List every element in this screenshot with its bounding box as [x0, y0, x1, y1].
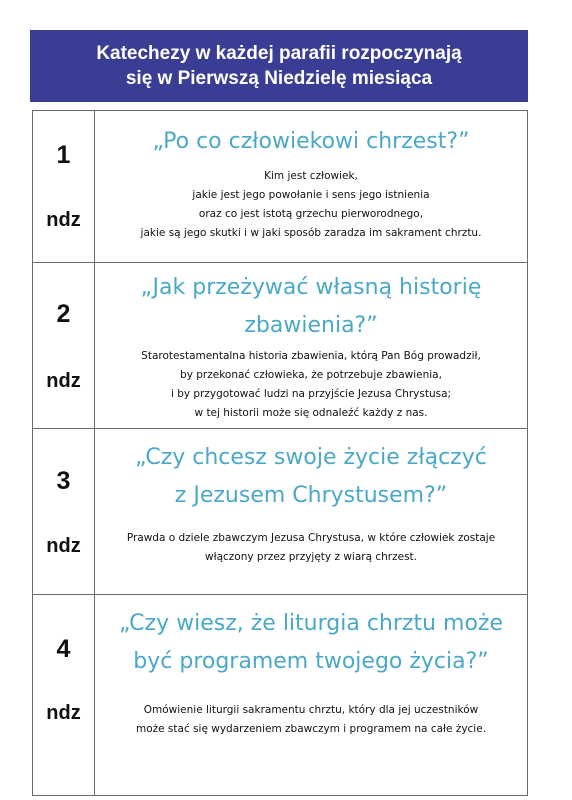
session-title-line: „Po co człowiekowi chrzest?” [152, 129, 470, 154]
session-title-line: „Czy chcesz swoje życie złączyć [135, 445, 487, 470]
session-description-line: może stać się wydarzeniem zbawczym i programem na całe życie. [135, 723, 487, 735]
session-number: 1 [56, 141, 71, 169]
session-day: ndz [46, 209, 81, 231]
session-row [33, 429, 527, 595]
session-description [95, 167, 527, 243]
header-line-1: Katechezy w każdej parafii rozpoczynają [96, 43, 462, 64]
session-description-line: Omówienie liturgii sakramentu chrztu, który dla jej uczestników [143, 704, 479, 716]
session-title-line: zbawienia?” [244, 313, 378, 338]
session-description-line: włączony przez przyjęty z wiarą chrzest. [205, 551, 417, 563]
session-row [33, 595, 527, 795]
session-number-cell [33, 111, 95, 262]
session-number: 4 [56, 635, 71, 663]
session-row [33, 263, 527, 429]
session-content [95, 111, 527, 262]
session-description-line: Starotestamentalna historia zbawienia, którą Pan Bóg prowadził, [141, 350, 481, 362]
session-description [95, 347, 527, 423]
session-row [33, 111, 527, 263]
session-number-cell [33, 429, 95, 594]
session-title-line: „Jak przeżywać własną historię [140, 275, 482, 300]
session-title-line: być programem twojego życia?” [133, 649, 489, 674]
session-content [95, 263, 527, 428]
session-description [95, 701, 527, 739]
session-content [95, 595, 527, 795]
session-description-line: oraz co jest istotą grzechu pierworodnego, [198, 208, 424, 220]
session-title [95, 269, 527, 345]
session-description-line: Prawda o dziele zbawczym Jezusa Chrystusa, w które człowiek zostaje [126, 532, 496, 544]
session-description-line: Kim jest człowiek, [264, 170, 358, 182]
session-description-line: w tej historii może się odnaleźć każdy z nas. [194, 407, 428, 419]
session-number-cell [33, 263, 95, 428]
session-number-cell [33, 595, 95, 795]
session-day: ndz [46, 535, 81, 557]
session-title-line: „Czy wiesz, że liturgia chrztu może [118, 611, 503, 636]
session-title-line: z Jezusem Chrystusem?” [174, 483, 448, 508]
session-description-line: jakie jest jego powołanie i sens jego istnienia [192, 189, 430, 201]
schedule-table [32, 110, 528, 796]
page-header [30, 30, 528, 102]
session-title [95, 125, 527, 159]
session-day: ndz [46, 370, 81, 392]
session-day: ndz [46, 702, 81, 724]
session-title [95, 605, 527, 681]
session-description-line: jakie są jego skutki i w jaki sposób zaradza im sakrament chrztu. [140, 227, 482, 239]
session-description-line: by przekonać człowieka, że potrzebuje zbawienia, [180, 369, 442, 381]
session-description [95, 529, 527, 567]
session-content [95, 429, 527, 594]
session-number: 3 [56, 467, 71, 495]
session-description-line: i by przygotować ludzi na przyjście Jezusa Chrystusa; [170, 388, 452, 400]
session-title [95, 439, 527, 515]
session-number: 2 [56, 300, 71, 328]
header-line-2: się w Pierwszą Niedzielę miesiąca [125, 68, 433, 89]
